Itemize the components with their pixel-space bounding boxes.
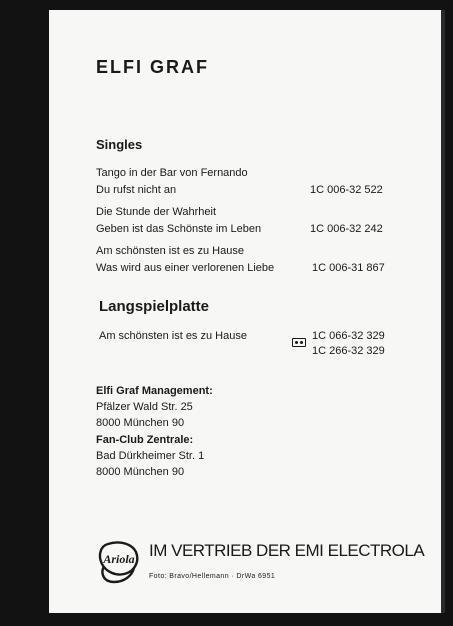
logo-text: Ariola xyxy=(103,552,135,566)
management-heading: Elfi Graf Management: xyxy=(96,385,213,397)
single-1-line1: Tango in der Bar von Fernando xyxy=(96,167,248,179)
distribution-text: IM VERTRIEB DER EMI ELECTROLA xyxy=(149,541,425,560)
single-1-line2: Du rufst nicht an xyxy=(96,184,177,196)
fanclub-city: 8000 München 90 xyxy=(96,466,185,478)
single-2-line2: Geben ist das Schönste im Leben xyxy=(96,223,262,235)
lp-title: Am schönsten ist es zu Hause xyxy=(99,330,247,342)
management-city: 8000 München 90 xyxy=(96,417,185,429)
lp-catalog: 1C 066-32 329 xyxy=(312,330,385,342)
photo-credit: Foto: Bravo/Hellemann · DrWa 6951 xyxy=(149,573,276,580)
singles-heading: Singles xyxy=(96,137,143,152)
fanclub-heading: Fan-Club Zentrale: xyxy=(96,434,194,446)
mc-catalog: 1C 266-32 329 xyxy=(312,345,385,357)
card-edge xyxy=(441,10,445,613)
single-3-line2: Was wird aus einer verlorenen Liebe xyxy=(96,262,275,274)
single-3-catalog: 1C 006-31 867 xyxy=(312,262,385,274)
label-logo-icon xyxy=(96,536,142,586)
fanclub-street: Bad Dürkheimer Str. 1 xyxy=(96,450,205,462)
artist-name: ELFI GRAF xyxy=(96,57,209,77)
single-2-line1: Die Stunde der Wahrheit xyxy=(96,206,217,218)
single-3-line1: Am schönsten ist es zu Hause xyxy=(96,245,244,257)
single-2-catalog: 1C 006-32 242 xyxy=(310,223,383,235)
single-1-catalog: 1C 006-32 522 xyxy=(310,184,383,196)
cassette-icon xyxy=(292,338,306,347)
management-street: Pfälzer Wald Str. 25 xyxy=(96,401,193,413)
lp-heading: Langspielplatte xyxy=(99,298,210,315)
autograph-card xyxy=(49,10,441,613)
